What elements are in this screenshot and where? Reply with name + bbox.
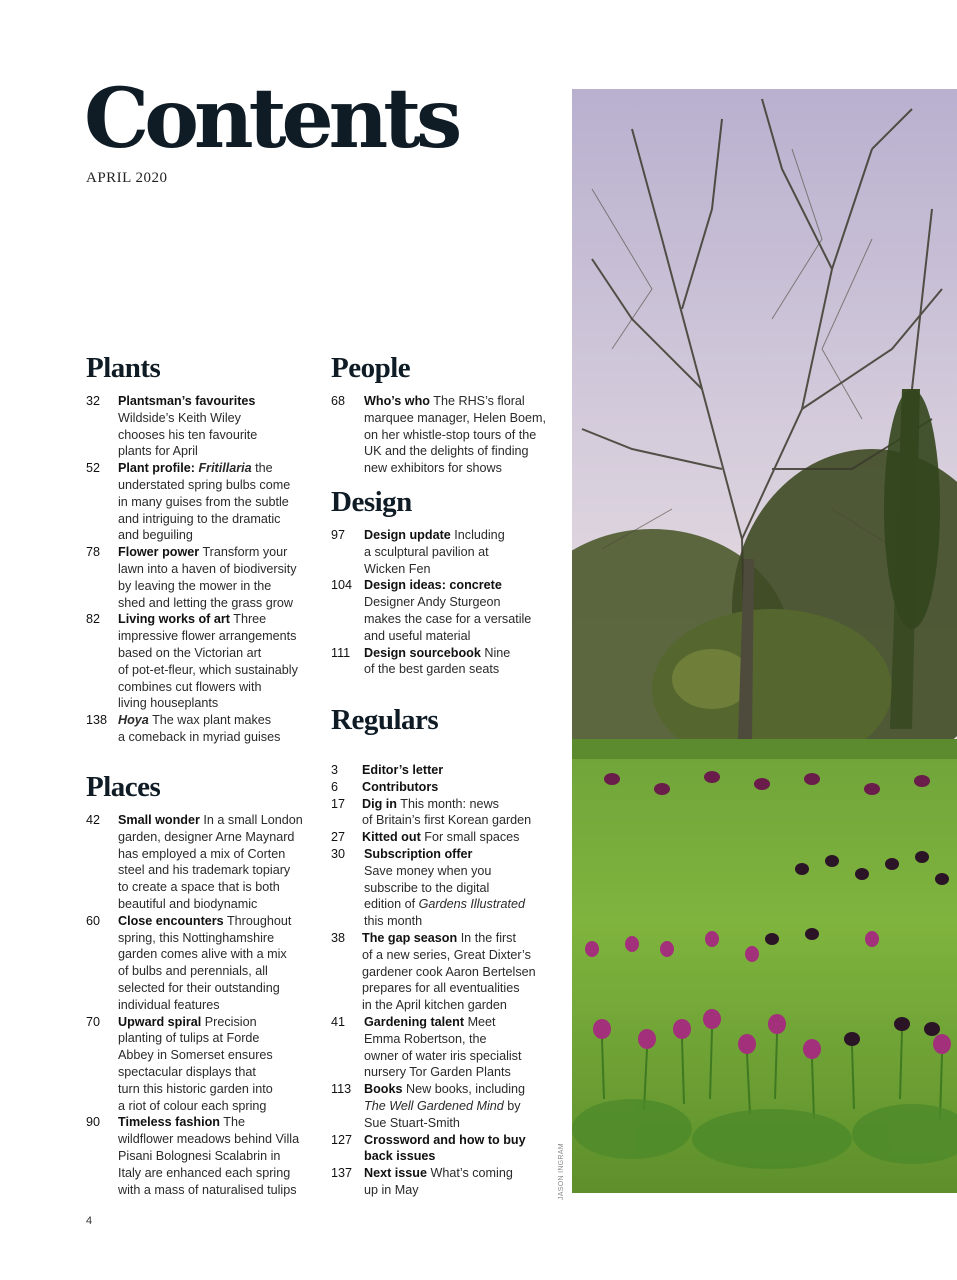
entry-title: Kitted out: [362, 830, 421, 845]
page-number: 32: [86, 394, 101, 408]
entry-title: Close encounters: [118, 913, 224, 928]
toc-entry[interactable]: [331, 1014, 556, 1081]
entry-text: The wax plant makes: [152, 713, 272, 728]
entry-text: The: [223, 1115, 245, 1130]
page-number: 3: [331, 763, 339, 777]
entry-line: Wicken Fen: [364, 561, 431, 576]
entry-line: gardener cook Aaron Bertelsen: [362, 964, 536, 979]
page-number: 38: [331, 930, 346, 945]
toc-entry[interactable]: [86, 812, 311, 913]
entry-title: Small wonder: [118, 813, 200, 827]
entry-text: Including: [454, 528, 505, 542]
entry-title: Editor’s letter: [362, 763, 444, 777]
toc-entry[interactable]: [331, 393, 556, 477]
entry-line: turn this historic garden into: [118, 1081, 273, 1096]
entry-line: Emma Robertson, the: [364, 1031, 487, 1046]
section-heading-design: Design: [331, 486, 412, 518]
entry-title-italic: Hoya: [118, 713, 149, 728]
entry-text: In a small London: [203, 813, 303, 827]
entry-title: The gap season: [362, 930, 458, 945]
entry-line: steel and his trademark topiary: [118, 863, 291, 878]
entry-text: edition of: [364, 897, 416, 912]
entry-text: by: [507, 1098, 521, 1113]
page-number: 90: [86, 1115, 101, 1130]
entry-line: Pisani Bolognesi Scalabrin in: [118, 1148, 281, 1163]
entry-line: has employed a mix of Corten: [118, 846, 286, 861]
entry-title: Design ideas: concrete: [364, 578, 502, 593]
entry-text: Three: [233, 612, 267, 627]
entry-line: in many guises from the subtle: [118, 494, 289, 509]
page-number: 6: [331, 779, 339, 794]
entry-line: and useful material: [364, 628, 471, 643]
entry-line: Italy are enhanced each spring: [118, 1165, 291, 1180]
places-list: [86, 812, 311, 1198]
entry-line: plants for April: [118, 444, 198, 459]
toc-entry[interactable]: [86, 1014, 311, 1115]
entry-line: of pot-et-fleur, which sustainably: [118, 662, 298, 677]
design-list: [331, 527, 556, 678]
entry-title: Living works of art: [118, 612, 230, 627]
entry-line: Designer Andy Sturgeon: [364, 595, 501, 610]
toc-entry[interactable]: [331, 1165, 556, 1199]
entry-line: wildflower meadows behind Villa: [118, 1132, 300, 1147]
plants-list: [86, 393, 311, 746]
page-number: 97: [331, 528, 346, 542]
entry-title: Contributors: [362, 779, 439, 794]
entry-line: selected for their outstanding: [118, 980, 280, 995]
toc-entry[interactable]: [331, 1081, 556, 1131]
entry-line: this month: [364, 914, 423, 929]
toc-entry[interactable]: [331, 762, 556, 779]
page-number: 137: [331, 1166, 353, 1181]
entry-text: The RHS’s floral: [433, 394, 525, 408]
entry-text: Throughout: [226, 913, 292, 928]
entry-title: back issues: [364, 1149, 436, 1164]
entry-text: For small spaces: [424, 830, 520, 845]
entry-line: and intriguing to the dramatic: [118, 511, 281, 526]
entry-title: Design update: [364, 528, 451, 542]
entry-line: of a new series, Great Dixter’s: [362, 947, 531, 962]
entry-line: individual features: [118, 997, 220, 1012]
entry-title: Subscription offer: [364, 846, 473, 861]
page-number: 70: [86, 1014, 101, 1029]
entry-line: in the April kitchen garden: [362, 998, 507, 1013]
toc-entry[interactable]: [331, 796, 556, 830]
book-title: The Well Gardened Mind: [364, 1098, 504, 1113]
page-title: Contents: [84, 71, 458, 167]
toc-entry[interactable]: [86, 544, 311, 611]
page-number: 17: [331, 796, 346, 811]
people-list: [331, 393, 556, 477]
entry-line: up in May: [364, 1182, 419, 1197]
page-number: 138: [86, 713, 108, 728]
entry-line: impressive flower arrangements: [118, 629, 297, 644]
entry-line: chooses his ten favourite: [118, 427, 258, 442]
issue-date: APRIL 2020: [86, 170, 168, 186]
entry-line: based on the Victorian art: [118, 645, 262, 660]
entry-line: of bulbs and perennials, all: [118, 964, 268, 979]
page-number: 127: [331, 1132, 353, 1147]
entry-line: Abbey in Somerset ensures: [118, 1048, 273, 1063]
entry-line: living houseplants: [118, 696, 219, 711]
entry-line: understated spring bulbs come: [118, 477, 291, 492]
page-number: 30: [331, 846, 346, 861]
entry-title: Design sourcebook: [364, 645, 481, 660]
section-heading-people: People: [331, 352, 411, 384]
entry-line: subscribe to the digital: [364, 880, 490, 895]
entry-line: on her whistle-stop tours of the: [364, 427, 537, 442]
entry-line: with a mass of naturalised tulips: [118, 1182, 297, 1197]
page-number: 82: [86, 612, 101, 627]
entry-text: In the first: [460, 930, 516, 945]
entry-title: Who’s who: [364, 394, 430, 408]
section-heading-plants: Plants: [86, 352, 161, 384]
entry-line: prepares for all eventualities: [362, 981, 520, 996]
toc-entry[interactable]: [331, 930, 556, 1014]
page-number: 52: [86, 461, 101, 476]
entry-text: New books, including: [406, 1082, 526, 1097]
page-number: 111: [331, 645, 351, 660]
entry-line: a riot of colour each spring: [118, 1098, 267, 1113]
page-number: 78: [86, 545, 101, 560]
toc-entry[interactable]: [331, 779, 556, 796]
entry-line: shed and letting the grass grow: [118, 595, 294, 610]
page-number: 27: [331, 830, 346, 845]
toc-entry[interactable]: [86, 1114, 311, 1198]
page-number: 60: [86, 913, 101, 928]
toc-entry[interactable]: [331, 527, 556, 577]
entry-line: of Britain’s first Korean garden: [362, 813, 532, 828]
entry-title: Crossword and how to buy: [364, 1132, 526, 1147]
page-number: 41: [331, 1014, 346, 1029]
entry-line: by leaving the mower in the: [118, 578, 272, 593]
entry-line: of the best garden seats: [364, 662, 500, 677]
page-number-footer: 4: [86, 1215, 93, 1227]
entry-title: Timeless fashion: [118, 1115, 220, 1130]
photo-credit: JASON INGRAM: [558, 1143, 565, 1200]
entry-text: Nine: [484, 645, 511, 660]
entry-line: marquee manager, Helen Boem,: [364, 410, 547, 425]
regulars-list: [331, 762, 556, 1199]
entry-line: UK and the delights of finding: [364, 444, 529, 459]
entry-title: Upward spiral: [118, 1014, 202, 1029]
entry-title: Books: [364, 1082, 403, 1097]
section-heading-regulars: Regulars: [331, 704, 439, 736]
toc-entry[interactable]: [86, 460, 311, 544]
entry-line: planting of tulips at Forde: [118, 1031, 260, 1046]
entry-line: owner of water iris specialist: [364, 1048, 522, 1063]
entry-title: Next issue: [364, 1166, 427, 1181]
entry-line: Sue Stuart-Smith: [364, 1115, 460, 1130]
entry-line: makes the case for a versatile: [364, 611, 532, 626]
garden-photo: [572, 89, 957, 1193]
entry-line: to create a space that is both: [118, 880, 280, 895]
page-number: 42: [86, 813, 101, 827]
entry-line: and beguiling: [118, 528, 193, 543]
entry-text: the: [255, 461, 273, 476]
entry-line: a comeback in myriad guises: [118, 729, 281, 744]
entry-title: Plantsman’s favourites: [118, 394, 256, 408]
entry-line: beautiful and biodynamic: [118, 896, 258, 911]
entry-title: Flower power: [118, 545, 200, 560]
entry-line: combines cut flowers with: [118, 679, 262, 694]
toc-entry[interactable]: [86, 611, 311, 712]
entry-line: spectacular displays that: [118, 1064, 256, 1079]
toc-entry[interactable]: [331, 1132, 556, 1166]
entry-title-italic: Fritillaria: [198, 461, 252, 476]
entry-line: nursery Tor Garden Plants: [364, 1065, 511, 1080]
entry-line: garden comes alive with a mix: [118, 947, 287, 962]
entry-line: a sculptural pavilion at: [364, 544, 489, 559]
section-heading-places: Places: [86, 771, 161, 803]
toc-entry[interactable]: [331, 645, 556, 679]
entry-title: Plant profile:: [118, 461, 195, 476]
toc-entry[interactable]: [331, 577, 556, 644]
entry-line: lawn into a haven of biodiversity: [118, 561, 297, 576]
entry-text: This month: news: [400, 796, 499, 811]
entry-title: Gardening talent: [364, 1014, 465, 1029]
entry-text: Transform your: [202, 545, 288, 560]
toc-entry[interactable]: [331, 846, 556, 930]
entry-text: What’s coming: [430, 1166, 513, 1181]
page-number: 104: [331, 578, 353, 593]
toc-entry[interactable]: [331, 829, 556, 846]
magazine-title: Gardens Illustrated: [418, 897, 526, 912]
entry-text: Precision: [204, 1014, 257, 1029]
toc-entry[interactable]: [86, 913, 311, 1014]
page-number: 113: [331, 1082, 352, 1097]
entry-line: Save money when you: [364, 863, 492, 878]
entry-line: new exhibitors for shows: [364, 461, 502, 476]
toc-entry[interactable]: [86, 393, 311, 460]
toc-entry[interactable]: [86, 712, 311, 746]
entry-text: Meet: [467, 1014, 496, 1029]
entry-line: garden, designer Arne Maynard: [118, 829, 295, 844]
entry-title: Dig in: [362, 796, 397, 811]
entry-line: Wildside’s Keith Wiley: [118, 410, 241, 425]
entry-line: spring, this Nottinghamshire: [118, 930, 275, 945]
page-number: 68: [331, 394, 346, 408]
